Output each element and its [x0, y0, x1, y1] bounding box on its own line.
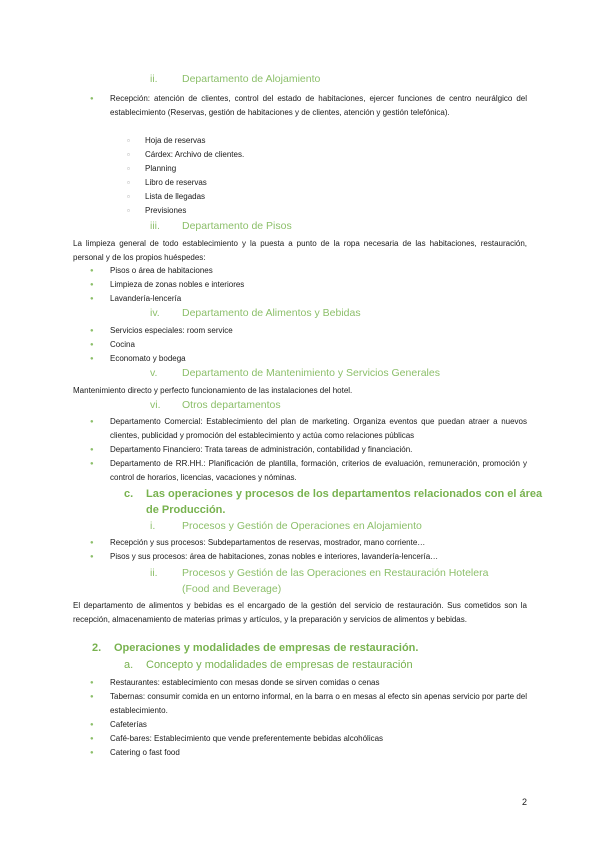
list-item: ● Cafeterías	[110, 718, 527, 732]
list-item: ● Café-bares: Establecimiento que vende preferentemente bebidas alcohólicas	[110, 732, 527, 746]
sub-item: ▫ Planning	[145, 162, 176, 176]
list-item: ● Tabernas: consumir comida en un entorno informal, en la barra o en mesas al efecto sin apenas servicio por parte del establecimiento.	[110, 690, 527, 718]
heading-operaciones-procesos-cont: de Producción.	[146, 504, 226, 516]
heading-operaciones-procesos: c. Las operaciones y procesos de los departamentos relacionados con el área	[124, 488, 543, 500]
list-item: ● Pisos o área de habitaciones	[110, 264, 527, 278]
sub-item: ▫ Libro de reservas	[145, 176, 207, 190]
list-item: ● Economato y bodega	[110, 352, 527, 366]
list-item: ● Catering o fast food	[110, 746, 527, 760]
heading-procesos-restauracion-cont: (Food and Beverage)	[182, 583, 282, 595]
list-item: ● Lavandería-lencería	[110, 292, 527, 306]
list-item: ● Limpieza de zonas nobles e interiores	[110, 278, 527, 292]
heading-otros: vi. Otros departamentos	[150, 399, 281, 411]
list-item: ● Departamento Comercial: Establecimiento del plan de marketing. Organiza eventos que puedan atraer a nuevos clientes, publicidad y promoción del establecimiento y actúa como relaciones públicas	[110, 415, 527, 443]
heading-operaciones-restauracion: 2. Operaciones y modalidades de empresas de restauración.	[92, 642, 419, 654]
list-item: ● Departamento Financiero: Trata tareas de administración, contabilidad y financiación.	[110, 443, 527, 457]
page-number: 2	[522, 797, 528, 807]
list-item: ● Servicios especiales: room service	[110, 324, 527, 338]
list-item: ● Pisos y sus procesos: área de habitaciones, zonas nobles e interiores, lavandería-lencería…	[110, 550, 527, 564]
heading-alojamiento: ii. Departamento de Alojamiento	[150, 73, 321, 85]
sub-item: ▫ Previsiones	[145, 204, 186, 218]
paragraph-mantenimiento: Mantenimiento directo y perfecto funcionamiento de las instalaciones del hotel.	[73, 386, 353, 395]
heading-procesos-alojamiento: i. Procesos y Gestión de Operaciones en Alojamiento	[150, 520, 422, 532]
bullet-recepcion: ● Recepción: atención de clientes, control del estado de habitaciones, ejercer funciones de centro neurálgico del establecimiento (Reservas, gestión de habitaciones y de clientes, atención y gestión telefónica).	[110, 92, 527, 120]
heading-alimentos-bebidas: iv. Departamento de Alimentos y Bebidas	[150, 307, 361, 319]
heading-pisos: iii. Departamento de Pisos	[150, 220, 292, 232]
paragraph-pisos: La limpieza general de todo establecimiento y la puesta a punto de la ropa necesaria de las habitaciones, restauración, personal y de los propios huéspedes:	[73, 239, 527, 262]
list-item: ● Departamento de RR.HH.: Planificación de plantilla, formación, criterios de evaluación, remuneración, promoción y control de horarios, licencias, vacaciones y nóminas.	[110, 457, 527, 485]
sub-item: ▫ Cárdex: Archivo de clientes.	[145, 148, 244, 162]
sub-item: ▫ Lista de llegadas	[145, 190, 205, 204]
heading-concepto-modalidades: a. Concepto y modalidades de empresas de restauración	[124, 659, 413, 671]
paragraph-alimentos-bebidas: El departamento de alimentos y bebidas es el encargado de la gestión del servicio de restauración. Sus cometidos son la recepción, almacenamiento de materias primas y artículos, y la preparación y servicios de alimentos y bebidas.	[73, 601, 527, 624]
list-item: ● Restaurantes: establecimiento con mesas donde se sirven comidas o cenas	[110, 676, 527, 690]
sub-item: ▫ Hoja de reservas	[145, 134, 205, 148]
list-item: ● Recepción y sus procesos: Subdepartamentos de reservas, mostrador, mano corriente…	[110, 536, 527, 550]
heading-mantenimiento: v. Departamento de Mantenimiento y Servicios Generales	[150, 367, 440, 379]
heading-procesos-restauracion: ii. Procesos y Gestión de las Operaciones en Restauración Hotelera	[150, 567, 489, 579]
list-item: ● Cocina	[110, 338, 527, 352]
